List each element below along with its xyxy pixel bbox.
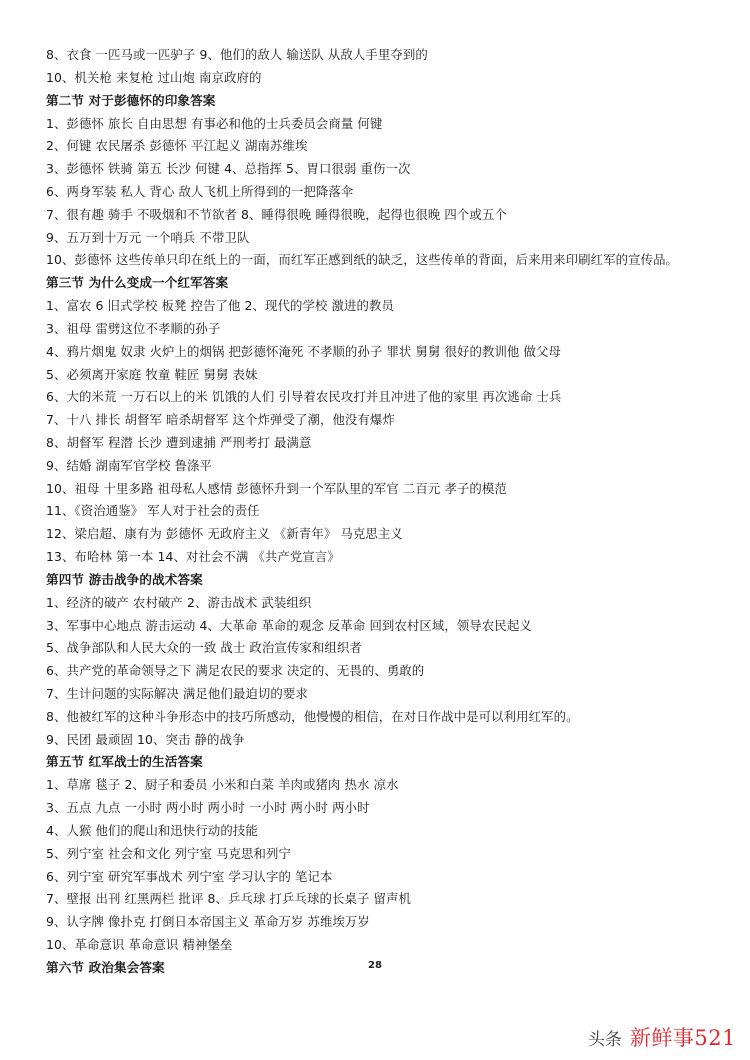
answer-line: 5、战争部队和人民大众的一致 战士 政治宣传家和组织者 — [46, 640, 362, 656]
section-heading: 第五节 红军战士的生活答案 — [46, 754, 203, 770]
answer-line: 5、列宁室 社会和文化 列宁室 马克思和列宁 — [46, 845, 291, 861]
answer-line: 6、两身军装 私人 背心 敌人飞机上所得到的一把降落伞 — [46, 183, 354, 199]
answer-line: 6、列宁室 研究军事战术 列宁室 学习认字的 笔记本 — [46, 868, 333, 884]
answer-line: 11、《资治通鉴》 军人对于社会的责任 — [46, 503, 260, 519]
answer-line: 4、人猴 他们的爬山和迅快行动的技能 — [46, 822, 258, 838]
answer-line: 13、布哈林 第一本 14、对社会不满 《共产党宣言》 — [46, 549, 340, 564]
answer-line: 3、彭德怀 铁骑 第五 长沙 何键 4、总指挥 5、胃口很弱 重伤一次 — [46, 161, 411, 177]
answer-line: 9、结婚 湖南军官学校 鲁涤平 — [46, 457, 212, 473]
section-heading: 第四节 游击战争的战术答案 — [46, 571, 203, 587]
watermark-prefix: 头条 — [587, 1030, 622, 1050]
answer-line: 8、他被红军的这种斗争形态中的技巧所感动，他慢慢的相信，在对日作战中是可以利用红军的。 — [46, 708, 579, 724]
answer-line: 4、鸦片烟鬼 奴隶 火炉上的烟锅 把彭德怀淹死 不孝顺的孙子 罪状 舅舅 很好的教训他 做父母 — [46, 343, 561, 359]
answer-line: 1、草席 毯子 2、厨子和委员 小米和白菜 羊肉或猪肉 热水 凉水 — [46, 777, 399, 793]
section-heading: 第二节 对于彭德怀的印象答案 — [46, 92, 216, 108]
page-number: 28 — [368, 960, 382, 971]
answer-line: 3、军事中心地点 游击运动 4、大革命 革命的观念 反革命 回到农村区域，领导农民起义 — [46, 617, 532, 633]
answer-line: 1、彭德怀 旅长 自由思想 有事必和他的士兵委员会商量 何键 — [46, 115, 383, 131]
answer-line: 8、衣食 一匹马或一匹驴子 9、他们的敌人 输送队 从敌人手里夺到的 — [46, 47, 428, 62]
watermark — [588, 1022, 736, 1052]
answer-line: 7、生计问题的实际解决 满足他们最迫切的要求 — [46, 686, 308, 701]
answer-line: 9、民团 最顽固 10、突击 静的战争 — [46, 731, 245, 747]
answer-line: 10、革命意识 革命意识 精神堡垒 — [46, 937, 233, 952]
answer-line: 9、认字牌 像扑克 打倒日本帝国主义 革命万岁 苏维埃万岁 — [46, 914, 370, 930]
answer-line: 3、祖母 雷劈这位不孝顺的孙子 — [46, 320, 221, 336]
answer-line: 10、机关枪 来复枪 过山炮 南京政府的 — [46, 69, 262, 85]
answer-line: 10、祖母 十里多路 祖母私人感情 彭德怀升到一个军队里的军官 二百元 孝子的模范 — [46, 480, 507, 496]
answer-line: 6、大的米荒 一万石以上的米 饥饿的人们 引导着农民攻打并且冲进了他的家里 再次逃命 士兵 — [46, 389, 562, 405]
answer-line: 3、五点 九点 一小时 两小时 两小时 一小时 两小时 两小时 — [46, 800, 370, 816]
answer-line: 6、共产党的革命领导之下 满足农民的要求 决定的、无畏的、勇敢的 — [46, 663, 425, 679]
answer-line: 1、经济的破产 农村破产 2、游击战术 武装组织 — [46, 594, 312, 610]
answer-line: 5、必须离开家庭 牧童 鞋匠 舅舅 表妹 — [46, 366, 258, 382]
answer-line: 1、富农 6 旧式学校 板凳 控告了他 2、现代的学校 激进的教员 — [46, 298, 394, 313]
answer-line: 2、何键 农民屠杀 彭德怀 平江起义 湖南苏维埃 — [46, 138, 308, 154]
section-heading: 第三节 为什么变成一个红军答案 — [46, 275, 229, 291]
watermark-name: 新鲜事521 — [629, 1026, 736, 1050]
answer-line: 8、胡督军 程潜 长沙 遭到逮捕 严刑考打 最满意 — [46, 434, 312, 450]
section-heading: 第六节 政治集会答案 — [46, 959, 165, 975]
answer-line: 7、十八 排长 胡督军 暗杀胡督军 这个炸弹受了潮，他没有爆炸 — [46, 412, 395, 428]
answer-line: 7、壁报 出刊 红黑两栏 批评 8、乒乓球 打乒乓球的长桌子 留声机 — [46, 891, 411, 907]
answer-line: 9、五万到十万元 一个哨兵 不带卫队 — [46, 229, 250, 245]
answer-line: 7、很有趣 骑手 不吸烟和不节欲者 8、睡得很晚 睡得很晚，起得也很晚 四个或五个 — [46, 206, 507, 222]
answer-line: 12、梁启超、康有为 彭德怀 无政府主义 《新青年》 马克思主义 — [46, 526, 403, 542]
answer-line: 10、彭德怀 这些传单只印在纸上的一面，而红军正感到纸的缺乏，这些传单的背面，后来用来印刷红军的宣传品。 — [46, 252, 679, 268]
